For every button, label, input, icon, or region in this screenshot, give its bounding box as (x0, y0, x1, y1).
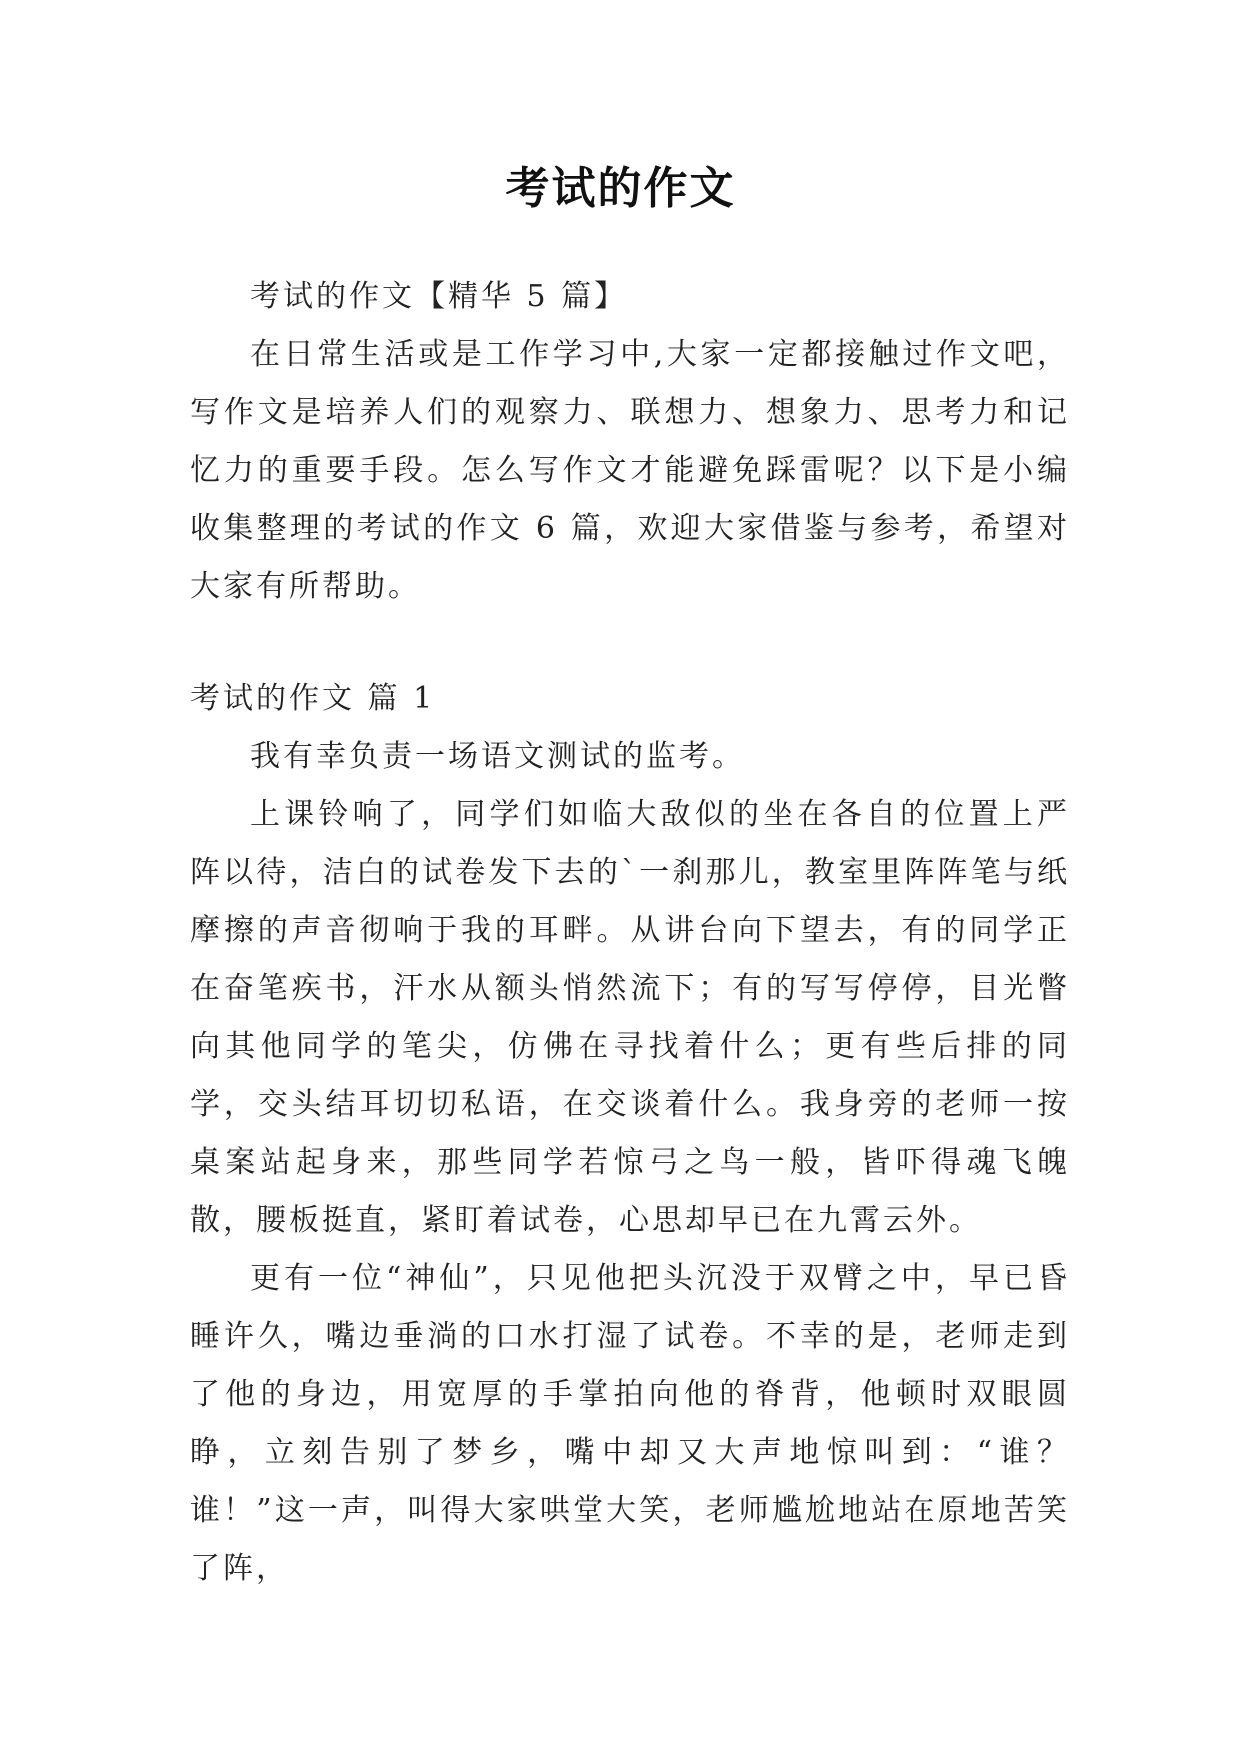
intro-paragraph: 在日常生活或是工作学习中,大家一定都接触过作文吧，写作文是培养人们的观察力、联想力、想象力、思考力和记忆力的重要手段。怎么写作文才能避免踩雷呢？以下是小编收集整理的考试的作文 6 篇，欢迎大家借鉴与参考，希望对大家有所帮助。 (190, 337, 1070, 604)
document-body (190, 268, 1070, 1598)
section-heading: 考试的作文 篇 1 (190, 681, 436, 716)
section-paragraph-2: 上课铃响了，同学们如临大敌似的坐在各自的位置上严阵以待，洁白的试卷发下去的`一刹那儿，教室里阵阵笔与纸摩擦的声音彻响于我的耳畔。从讲台向下望去，有的同学正在奋笔疾书，汗水从额头悄然流下；有的写写停停，目光瞥向其他同学的笔尖，仿佛在寻找着什么；更有些后排的同学，交头结耳切切私语，在交谈着什么。我身旁的老师一按桌案站起身来，那些同学若惊弓之鸟一般，皆吓得魂飞魄散，腰板挺直，紧盯着试卷，心思却早已在九霄云外。 (190, 797, 1070, 1238)
section-paragraph-3: 更有一位“神仙”，只见他把头沉没于双臂之中，早已昏睡许久，嘴边垂淌的口水打湿了试卷。不幸的是，老师走到了他的身边，用宽厚的手掌拍向他的脊背，他顿时双眼圆睁，立刻告别了梦乡，嘴中却又大声地惊叫到：“谁？谁！”这一声，叫得大家哄堂大笑，老师尴尬地站在原地苦笑了阵， (190, 1261, 1070, 1586)
document-subtitle: 考试的作文【精华 5 篇】 (250, 279, 628, 314)
section-paragraph-1: 我有幸负责一场语文测试的监考。 (250, 739, 745, 774)
document-title: 考试的作文 (505, 163, 736, 214)
